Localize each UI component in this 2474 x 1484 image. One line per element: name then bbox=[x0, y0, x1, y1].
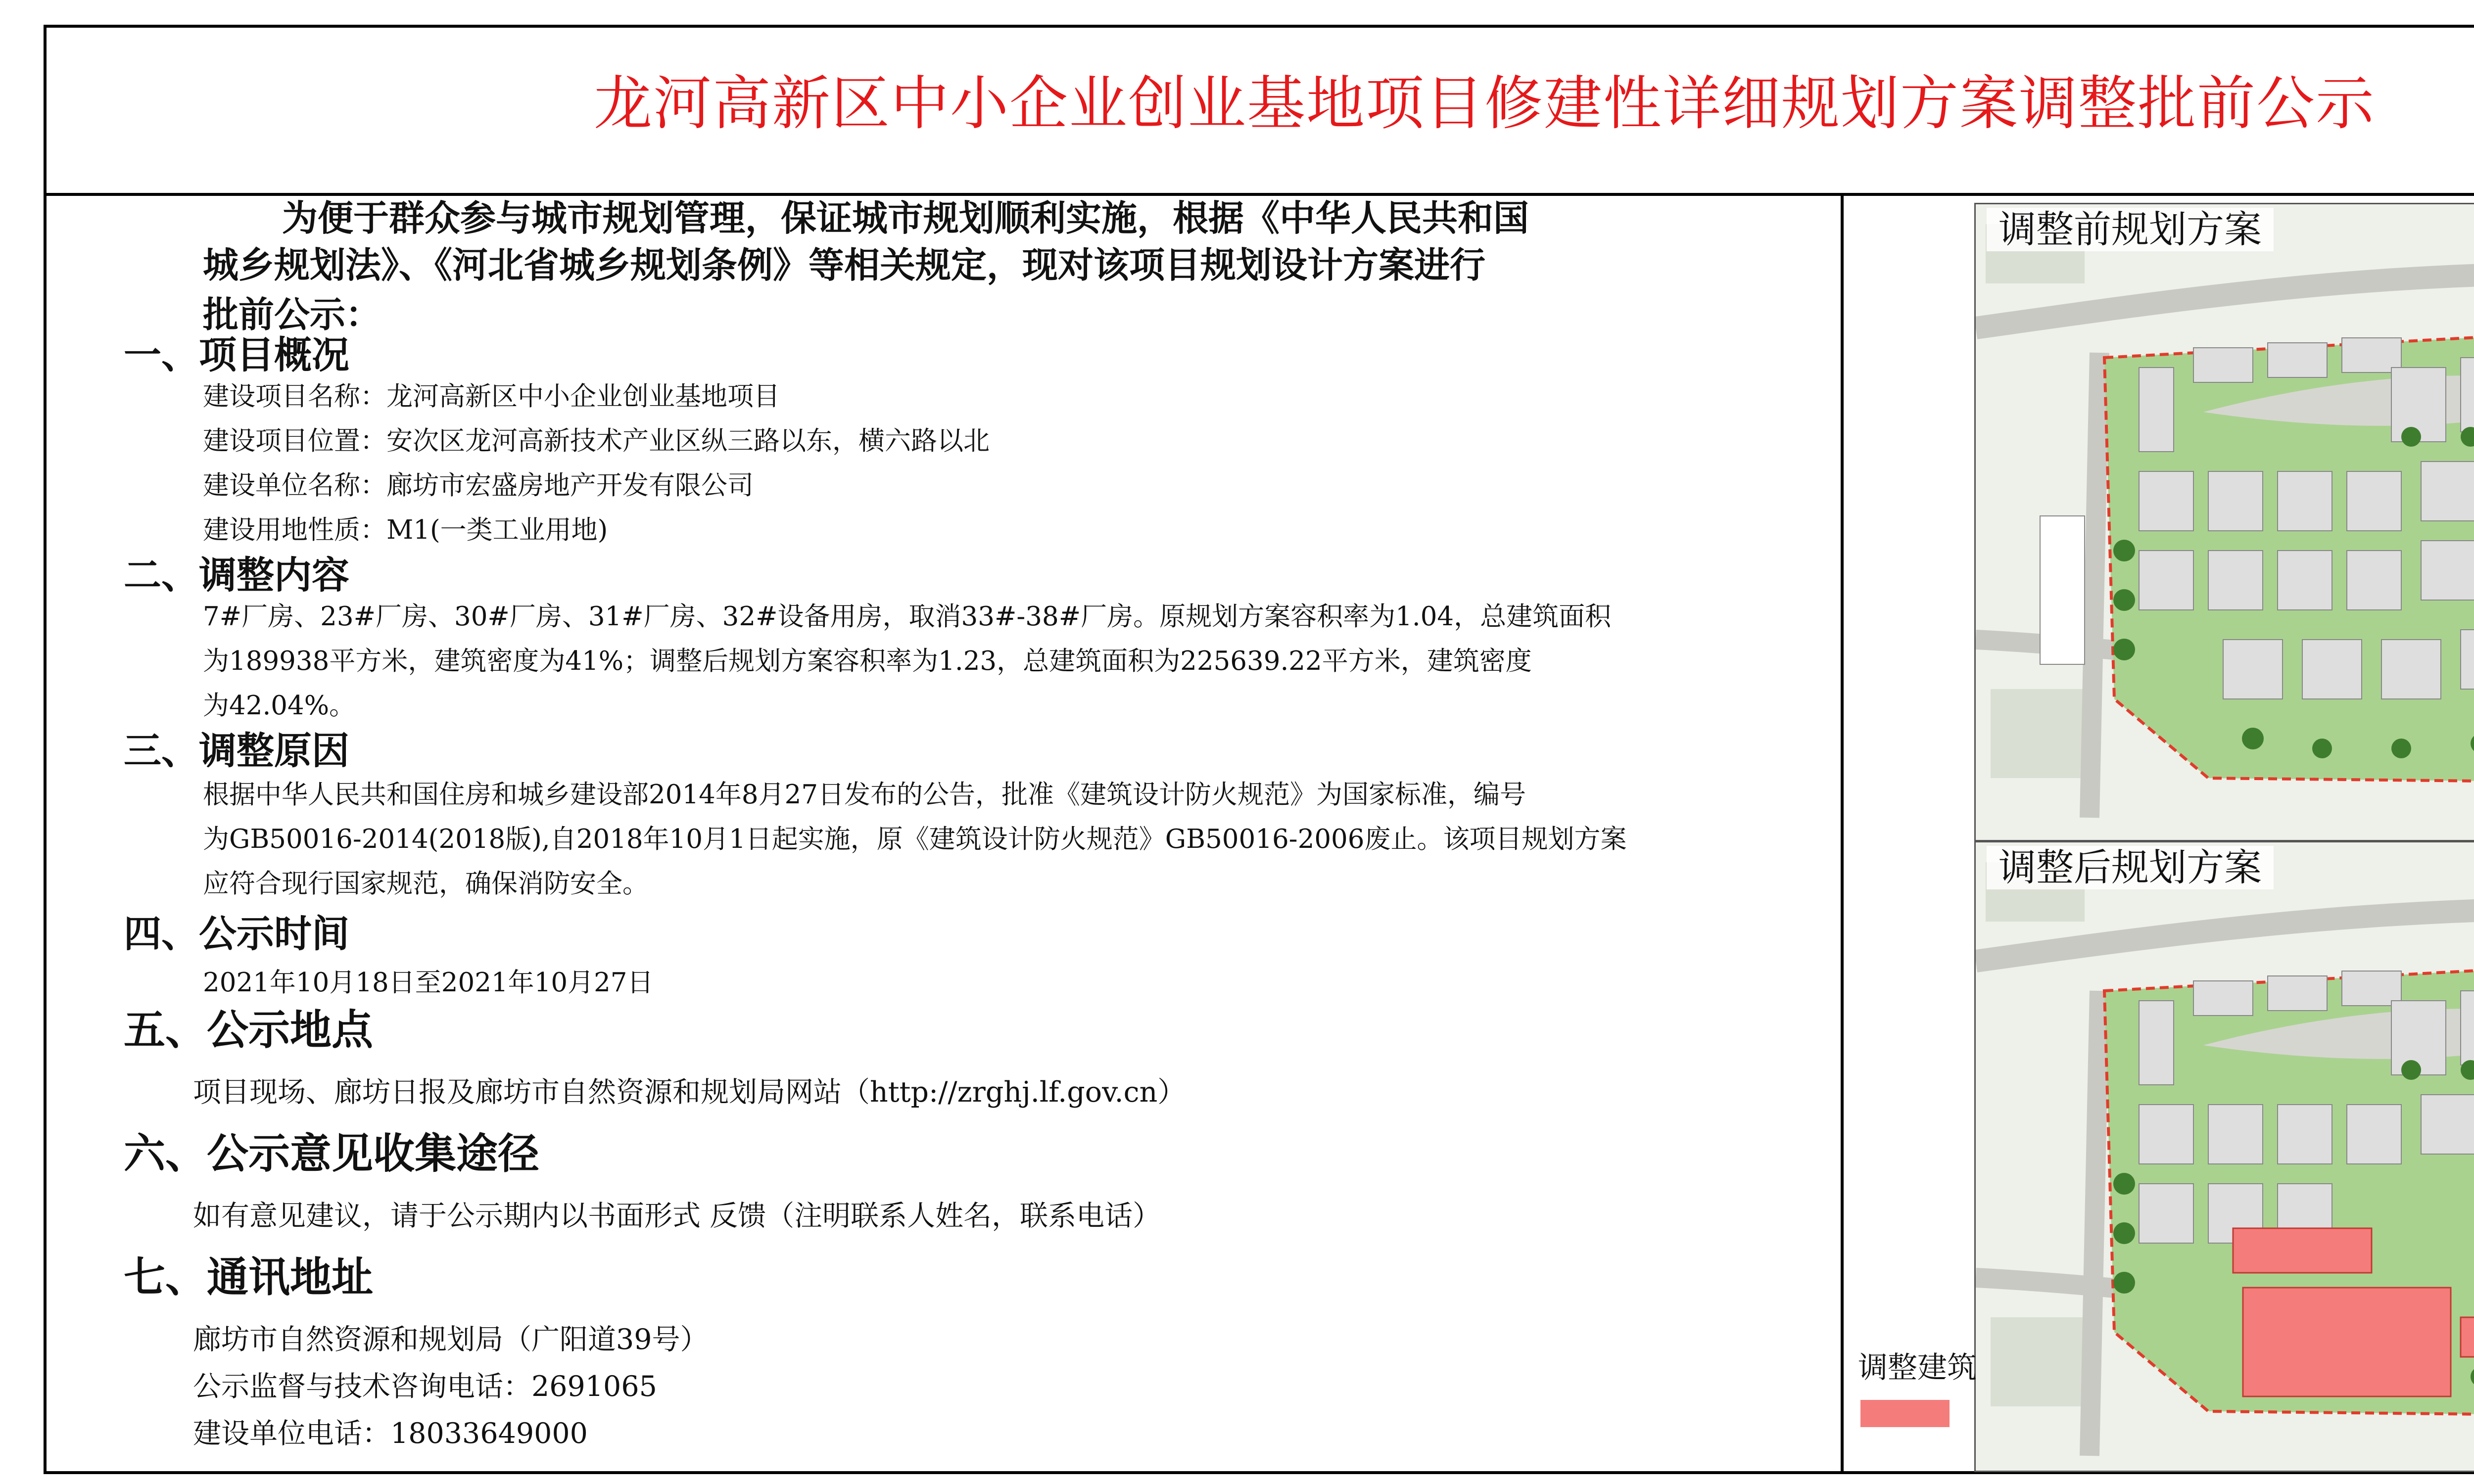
reason-line-3: 应符合现行国家规范，确保消防安全。 bbox=[203, 869, 649, 899]
reason-line-1: 根据中华人民共和国住房和城乡建设部2014年8月27日发布的公告，批准《建筑设计防火规范》为国家标准，编号 bbox=[203, 780, 1526, 810]
section-5-heading: 五、公示地点 bbox=[124, 1006, 374, 1054]
section-6-heading: 六、公示意见收集途径 bbox=[124, 1129, 540, 1178]
land-use-line: 建设用地性质：M1(一类工业用地) bbox=[203, 515, 608, 545]
publicity-period: 2021年10月18日至2021年10月27日 bbox=[203, 968, 654, 998]
section-2-heading: 二、调整内容 bbox=[124, 553, 349, 597]
reason-line-2: 为GB50016-2014(2018版),自2018年10月1日起实施，原《建筑设计防火规范》GB50016-2006废止。该项目规划方案 bbox=[203, 824, 1627, 854]
adjusted-building-swatch bbox=[1860, 1400, 1950, 1427]
plan-after-map bbox=[1974, 841, 2474, 1472]
intro-line-3: 批前公示： bbox=[203, 293, 381, 335]
section-4-heading: 四、公示时间 bbox=[124, 912, 349, 956]
intro-line-2: 城乡规划法》、《河北省城乡规划条例》等相关规定，现对该项目规划设计方案进行 bbox=[203, 244, 1486, 286]
adjustment-line-2: 为189938平方米，建筑密度为41%；调整后规划方案容积率为1.23，总建筑面积为225639.22平方米，建筑密度 bbox=[203, 646, 1532, 676]
developer-phone-line: 建设单位电话：18033649000 bbox=[193, 1417, 588, 1450]
site-plan-before-graphic bbox=[1976, 204, 2474, 840]
consult-phone-line: 公示监督与技术咨询电话：2691065 bbox=[193, 1370, 657, 1403]
adjustment-line-3: 为42.04%。 bbox=[203, 691, 356, 721]
project-name-line: 建设项目名称：龙河高新区中小企业创业基地项目 bbox=[203, 381, 780, 412]
plan-before-label: 调整前规划方案 bbox=[1987, 208, 2274, 251]
publicity-location: 项目现场、廊坊日报及廊坊市自然资源和规划局网站（http://zrghj.lf.gov.cn） bbox=[193, 1076, 1186, 1109]
developer-line: 建设单位名称：廊坊市宏盛房地产开发有限公司 bbox=[203, 470, 754, 501]
adjustment-line-1: 7#厂房、23#厂房、30#厂房、31#厂房、32#设备用房，取消33#-38#厂房。原规划方案容积率为1.04，总建筑面积 bbox=[203, 602, 1612, 632]
feedback-method: 如有意见建议，请于公示期内以书面形式 反馈（注明联系人姓名，联系电话） bbox=[193, 1200, 1161, 1232]
title-divider bbox=[44, 193, 2474, 196]
section-3-heading: 三、调整原因 bbox=[124, 729, 349, 773]
legend-label: 调整建筑 bbox=[1858, 1350, 1977, 1385]
address-line: 廊坊市自然资源和规划局（广阳道39号） bbox=[193, 1323, 709, 1356]
project-location-line: 建设项目位置：安次区龙河高新技术产业区纵三路以东，横六路以北 bbox=[203, 426, 990, 456]
site-plan-after-graphic bbox=[1976, 842, 2474, 1471]
column-divider bbox=[1841, 193, 1844, 1474]
plan-before-map bbox=[1974, 203, 2474, 841]
page-title: 龙河高新区中小企业创业基地项目修建性详细规划方案调整批前公示 bbox=[593, 69, 2375, 138]
plan-after-label: 调整后规划方案 bbox=[1987, 846, 2274, 889]
intro-line-1: 为便于群众参与城市规划管理，保证城市规划顺利实施，根据《中华人民共和国 bbox=[282, 197, 1529, 239]
section-1-heading: 一、项目概况 bbox=[124, 333, 349, 377]
section-7-heading: 七、通讯地址 bbox=[124, 1253, 374, 1301]
